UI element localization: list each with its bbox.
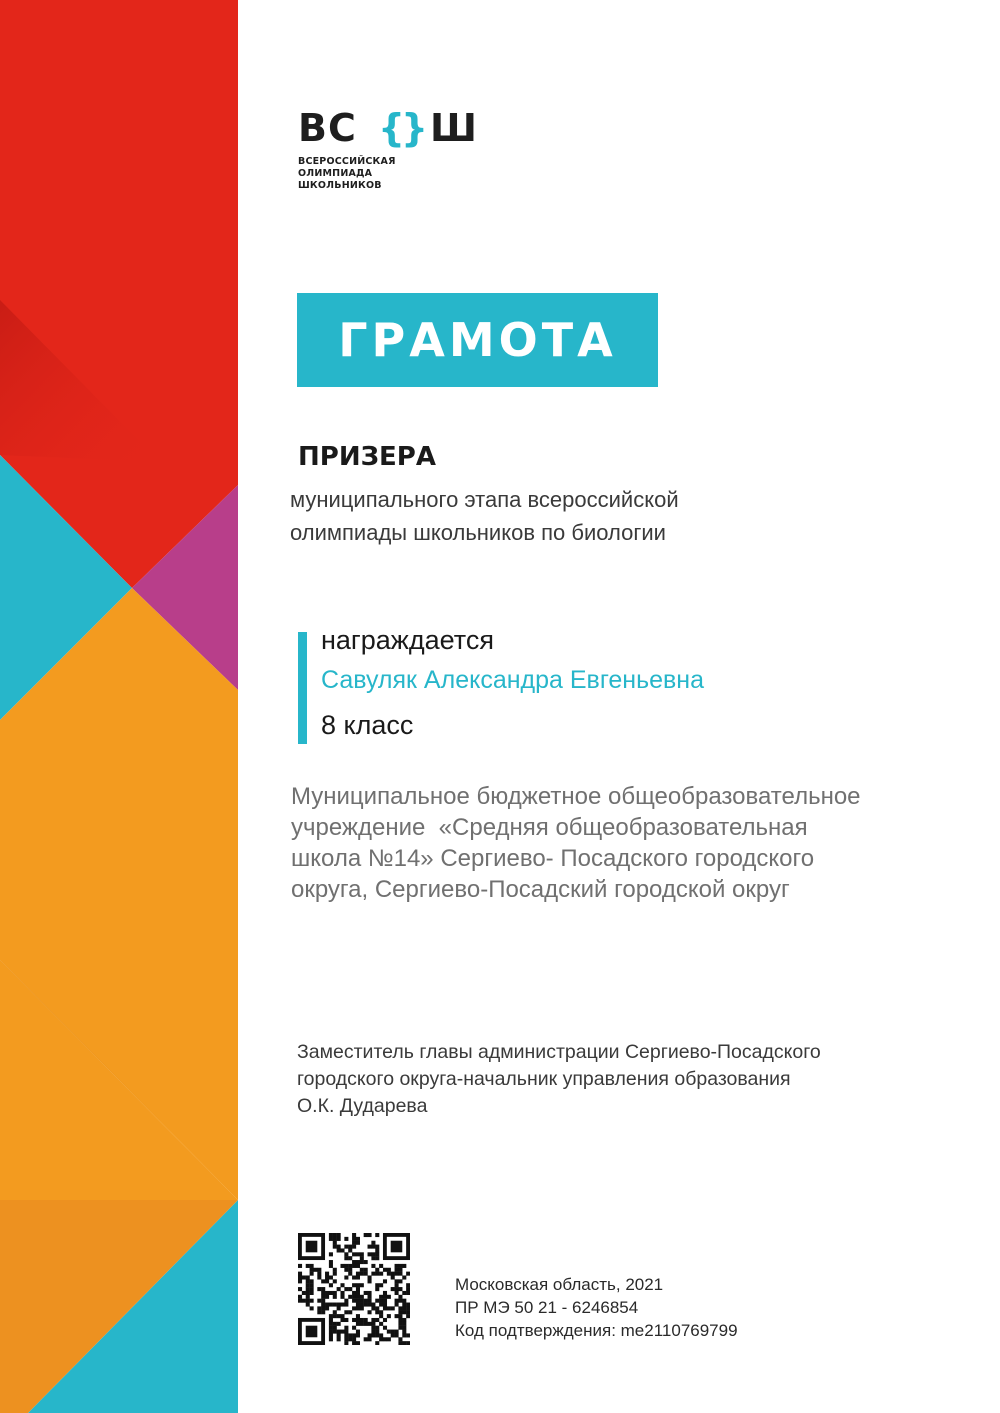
decorative-geometric-band	[0, 0, 238, 1413]
school-line: округа, Сергиево-Посадский городской округ	[291, 876, 790, 903]
award-label: награждается	[321, 625, 494, 655]
recipient-name: Савуляк Александра Евгеньевна	[321, 666, 705, 694]
footer-region-year: Московская область, 2021	[455, 1275, 664, 1294]
svg-text:{: {	[378, 108, 406, 148]
logo-subtitle-line: ВСЕРОССИЙСКАЯ	[298, 156, 396, 167]
grade-label: 8 класс	[321, 710, 414, 740]
school-line: Муниципальное бюджетное общеобразовательное	[291, 783, 861, 810]
svg-text:}: }	[401, 108, 429, 148]
qr-code	[298, 1233, 410, 1345]
school-line: школа №14» Сергиево- Посадского городского	[291, 845, 815, 872]
signer-line: городского округа-начальник управления образования	[297, 1068, 791, 1090]
event-description	[290, 483, 850, 549]
logo-subtitle-line: ШКОЛЬНИКОВ	[298, 180, 382, 191]
vsosh-logo-mark	[298, 108, 486, 148]
svg-text:ВС: ВС	[298, 108, 357, 148]
logo-subtitle	[298, 156, 486, 192]
footer-confirmation-code: Код подтверждения: me2110769799	[455, 1321, 738, 1340]
school-name	[291, 781, 941, 905]
footer-registration: ПР МЭ 50 21 - 6246854	[455, 1298, 639, 1317]
certificate-title-banner	[297, 293, 658, 387]
signer-name: О.К. Дударева	[297, 1095, 428, 1117]
event-line: олимпиады школьников по биологии	[290, 520, 666, 545]
accent-bar	[298, 632, 307, 744]
certificate-title: ГРАМОТА	[338, 313, 617, 367]
event-line: муниципального этапа всероссийской	[290, 487, 679, 512]
signer-line: Заместитель главы администрации Сергиево-Посадского	[297, 1041, 821, 1063]
logo-subtitle-line: ОЛИМПИАДА	[298, 168, 373, 179]
olympiad-logo	[298, 108, 486, 192]
signer-block	[297, 1039, 977, 1120]
award-role: ПРИЗЕРА	[298, 442, 436, 472]
school-line: учреждение «Средняя общеобразовательная	[291, 814, 808, 841]
svg-text:Ш: Ш	[430, 108, 477, 148]
footer-info	[455, 1273, 738, 1342]
